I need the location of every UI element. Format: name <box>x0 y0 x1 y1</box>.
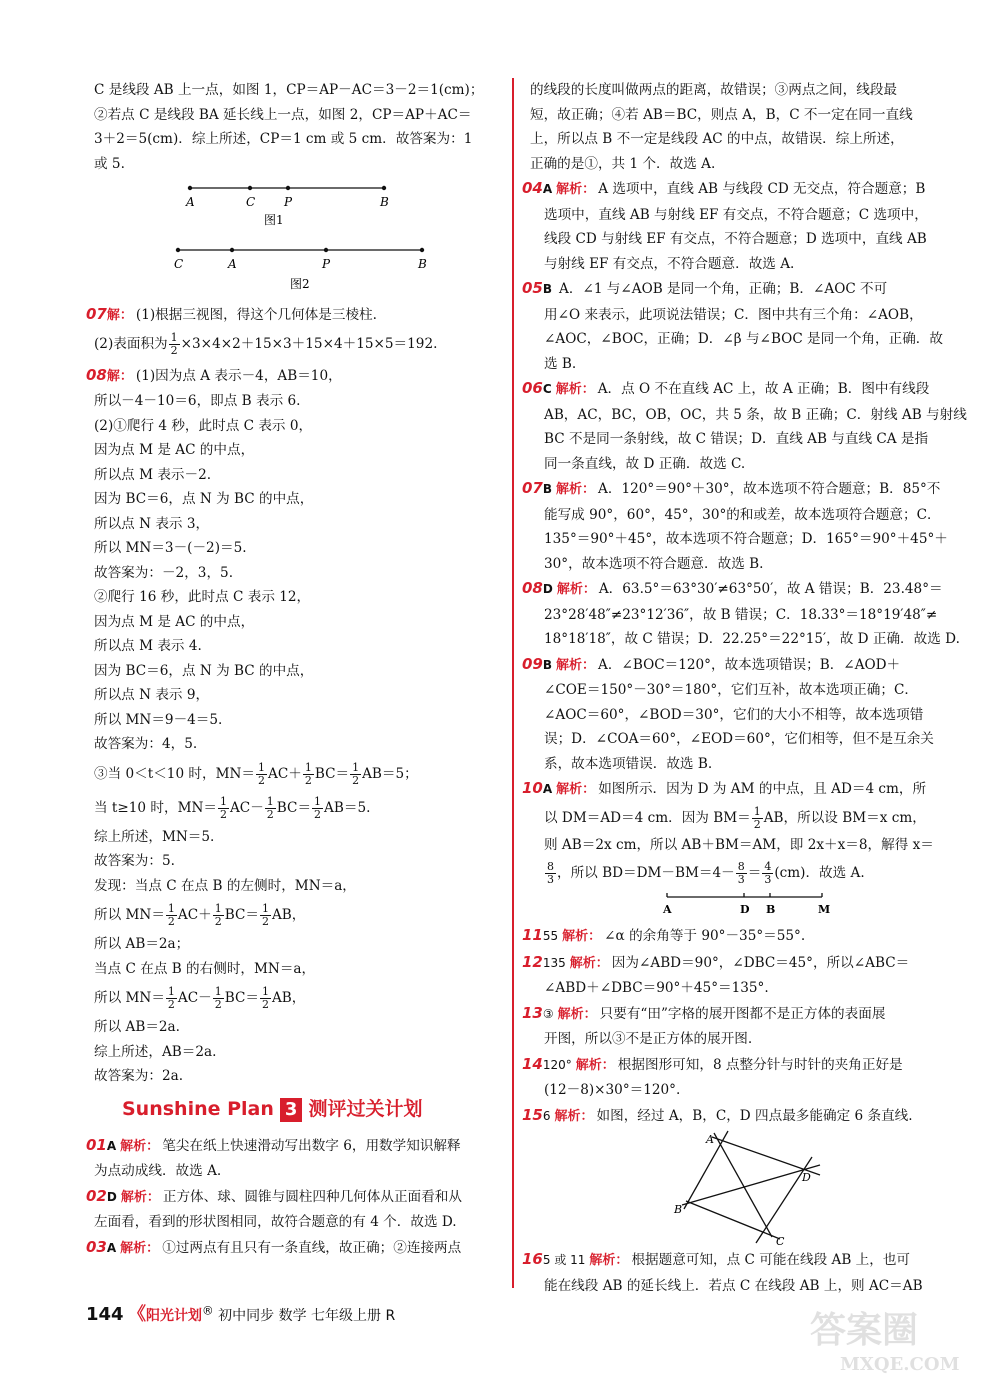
formula-line <box>86 898 496 932</box>
numerator: 1 <box>219 794 227 808</box>
text-line: 线段 CD 与射线 EF 有交点，不符合题意；D 选项中，直线 AB <box>544 231 927 247</box>
text-line: 综上所述，MN＝5. <box>94 828 215 845</box>
numerator: 1 <box>261 902 269 915</box>
question-number: 06 <box>522 379 543 397</box>
text: AB，所以设 BM＝x cm， <box>763 809 926 826</box>
label: P <box>284 195 293 209</box>
answer-s15 <box>522 1103 950 1130</box>
solution-tag: 解析： <box>575 1057 615 1073</box>
answer-value: 6 <box>542 1108 551 1123</box>
double-arrow-icon: 《 <box>128 1304 147 1325</box>
fraction <box>762 861 773 886</box>
denominator: 2 <box>261 998 269 1011</box>
fraction <box>213 903 224 928</box>
figure-1 <box>86 176 496 240</box>
label: B <box>418 257 427 271</box>
figure-2 <box>86 240 496 302</box>
fraction <box>260 903 271 928</box>
text: 正方体、球、圆锥与圆柱四种几何体从正面看和从 <box>162 1188 462 1205</box>
text-line: 所以 MN＝9－4＝5. <box>94 711 223 728</box>
text: 根据题意可知，点 C 可能在线段 AB 上，也可 <box>631 1252 911 1268</box>
denominator: 2 <box>258 773 266 787</box>
answer-choice: A <box>106 1138 117 1153</box>
point-a <box>230 248 234 252</box>
figure-1-svg <box>86 176 496 240</box>
solution-tag: 解析： <box>120 1138 160 1154</box>
answer-s13 <box>522 1001 950 1028</box>
answer-value: 5 或 11 <box>542 1253 586 1267</box>
label: P <box>322 257 331 271</box>
answer-07 <box>86 302 496 329</box>
question-number: 07 <box>86 305 107 323</box>
fraction <box>256 762 267 787</box>
text-line: ∠AOC，∠BOC，正确；D．∠β 与∠BOC 是同一个角，正确．故 <box>544 331 943 347</box>
text-line: 135°＝90°＋45°，故本选项不符合题意；D．165°＝90°＋45°＋ <box>544 531 948 547</box>
text: 当 t≥10 时，MN＝ <box>94 799 217 816</box>
text-line: 因为点 M 是 AC 的中点， <box>94 442 255 458</box>
figure-caption: 图2 <box>290 277 310 291</box>
fraction <box>312 796 323 821</box>
text-line: 选 B. <box>544 355 577 372</box>
text: 如图，经过 A，B，C，D 四点最多能确定 6 条直线. <box>596 1107 913 1124</box>
question-number: 16 <box>522 1250 543 1268</box>
denominator: 2 <box>304 773 312 787</box>
denominator: 2 <box>170 343 178 357</box>
text-line: (2)①爬行 4 秒，此时点 C 表示 0， <box>94 417 313 434</box>
right-column <box>522 78 967 1298</box>
formula-line <box>86 981 496 1015</box>
text: ①过两点有且只有一条直线，故正确；②连接两点 <box>162 1239 462 1256</box>
text: AC－ <box>177 990 212 1006</box>
text-line: 30°，故本选项不符合题意．故选 B. <box>544 555 764 572</box>
answer-choice: A <box>542 782 553 796</box>
text-line: 所以点 N 表示 3， <box>94 515 210 532</box>
answer-s11 <box>522 923 950 950</box>
text-line: 23°28′48″≠23°12′36″，故 B 错误；C．18.33°＝18°19′48″≠ <box>544 606 938 623</box>
numerator: 1 <box>261 985 269 998</box>
text-line: ∠ABD＋∠DBC＝90°＋45°＝135°. <box>544 980 769 996</box>
text-line: 用∠O 来表示，此项说法错误；C．图中共有三个角：∠AOB， <box>544 306 923 323</box>
section-title-en: Sunshine Plan <box>122 1097 274 1120</box>
text-line: 系，故本选项错误．故选 B. <box>544 755 713 772</box>
text: ＝ <box>747 865 762 881</box>
denominator: 3 <box>547 873 554 886</box>
column-divider <box>512 78 514 1288</box>
answer-s09 <box>522 652 950 679</box>
denominator: 3 <box>737 873 745 886</box>
answer-s12 <box>522 950 950 977</box>
watermark-en: MXQE.COM <box>840 1354 960 1375</box>
denominator: 2 <box>266 807 274 821</box>
text: AB， <box>271 990 306 1006</box>
text: ×3×4×2＋15×3＋15×4＋15×5＝192. <box>180 335 438 352</box>
line-ac <box>714 1133 772 1237</box>
numerator: 1 <box>167 985 175 998</box>
text: AC＋ <box>268 765 302 782</box>
question-number: 15 <box>522 1105 543 1124</box>
text-line: 故答案为：4，5. <box>94 736 198 752</box>
text: (1)根据三视图，得这个几何体是三棱柱. <box>135 307 377 323</box>
denominator: 3 <box>764 873 772 886</box>
formula-line <box>522 803 950 833</box>
solution-tag: 解析： <box>557 1006 597 1022</box>
numerator: 1 <box>352 760 360 774</box>
text-line: 能在线段 AB 的延长线上．若点 C 在线段 AB 上，则 AC＝AB <box>544 1277 923 1294</box>
text: 所以 MN＝ <box>94 990 165 1006</box>
label: A <box>186 195 195 209</box>
label: M <box>818 903 831 916</box>
answer-choice: A <box>542 182 553 196</box>
answer-s05 <box>522 276 950 303</box>
label: C <box>246 195 256 209</box>
numerator: 1 <box>258 760 266 774</box>
fraction <box>213 986 224 1011</box>
answer-s02 <box>86 1184 496 1211</box>
denominator: 2 <box>261 915 269 928</box>
text: (cm)．故选 A. <box>774 865 865 881</box>
answer-s04 <box>522 176 950 203</box>
page-number: 144 <box>86 1304 124 1325</box>
point-a <box>188 186 192 190</box>
text-line: AB，AC，BC，OB，OC，共 5 条，故 B 正确；C．射线 AB 与射线 <box>544 406 967 423</box>
text-line: 因为 BC＝6，点 N 为 BC 的中点， <box>94 662 314 679</box>
question-number: 10 <box>522 779 543 797</box>
text: AB＝5. <box>324 799 371 816</box>
answer-s07 <box>522 476 950 503</box>
solution-tag: 解析： <box>556 657 596 673</box>
fraction <box>260 986 271 1011</box>
line-dc <box>756 1157 812 1243</box>
line-bc <box>686 1201 780 1239</box>
solution-tag: 解析： <box>556 782 596 797</box>
fraction <box>166 986 177 1011</box>
question-number: 11 <box>522 926 543 944</box>
answer-choice: B <box>542 482 553 496</box>
fraction <box>350 762 361 787</box>
numerator: 1 <box>170 330 178 344</box>
denominator: 2 <box>214 915 222 928</box>
text-line: 所以 MN＝3－(－2)＝5. <box>94 540 247 556</box>
text-line: 同一条直线，故 D 正确．故选 C. <box>544 455 746 472</box>
answer-s10 <box>522 776 950 803</box>
numerator: 8 <box>737 860 745 873</box>
answer-08 <box>86 363 496 390</box>
point-c <box>248 186 252 190</box>
figure-q15-svg <box>522 1129 950 1247</box>
question-number: 07 <box>522 479 543 497</box>
text-line: 误；D．∠COA＝60°，∠EOD＝60°，它们相等，但不是互余关 <box>544 731 934 747</box>
label: A <box>706 1133 714 1146</box>
text: 只要有“田”字格的展开图都不是正方体的表面展 <box>599 1005 886 1022</box>
answer-choice: A <box>106 1240 117 1255</box>
answer-value: 55 <box>542 929 559 943</box>
text-line: 综上所述，AB＝2a. <box>94 1043 217 1060</box>
text: A．63.5°＝63°30′≠63°50′，故 A 错误；B．23.48°＝ <box>598 581 943 597</box>
text-line: 开图，所以③不是正方体的展开图. <box>544 1031 753 1047</box>
solution-tag: 解析： <box>555 382 595 397</box>
brand-name: 阳光计划 <box>146 1308 203 1324</box>
denominator: 2 <box>219 807 227 821</box>
answer-value: 120° <box>542 1057 572 1072</box>
label: B <box>766 903 776 916</box>
question-number: 05 <box>522 279 543 297</box>
text: 所以 MN＝ <box>94 907 165 923</box>
text-line: 正确的是①，共 1 个．故选 A. <box>530 155 716 172</box>
text-line: 所以点 N 表示 9， <box>94 687 210 703</box>
answer-choice: C <box>542 382 552 396</box>
solution-tag: 解析： <box>556 482 596 497</box>
numerator: 1 <box>167 902 175 915</box>
text: 如图所示．因为 D 为 AM 的中点，且 AD＝4 cm，所 <box>598 781 927 797</box>
answer-choice: B <box>542 657 553 672</box>
fraction <box>218 796 229 821</box>
numerator: 4 <box>764 860 772 873</box>
text: AC＋ <box>177 907 212 923</box>
fraction <box>265 796 276 821</box>
text-line: 因为点 M 是 AC 的中点， <box>94 613 255 630</box>
numerator: 1 <box>266 794 274 808</box>
text-line: 选项中，直线 AB 与射线 EF 有交点，不符合题意；C 选项中， <box>544 206 928 223</box>
text: BC＝ <box>314 765 350 782</box>
answer-value: 135 <box>542 955 566 970</box>
label: C <box>174 257 184 271</box>
label: C <box>776 1235 785 1247</box>
denominator: 2 <box>167 915 175 928</box>
figure-q10 <box>522 889 950 923</box>
question-number: 08 <box>522 579 543 597</box>
answer-s14 <box>522 1052 950 1079</box>
denominator: 2 <box>352 773 360 787</box>
question-number: 01 <box>86 1135 107 1154</box>
formula-line <box>86 757 496 791</box>
left-column <box>86 78 496 1261</box>
figure-2-svg <box>86 240 496 302</box>
numerator: 1 <box>753 804 761 818</box>
text: A．120°＝90°＋30°，故本选项不符合题意；B．85°不 <box>598 481 941 497</box>
text: 笔尖在纸上快速滑动写出数字 6，用数学知识解释 <box>162 1137 461 1154</box>
text-line: 故答案为：－2，3，5. <box>94 564 234 581</box>
solution-tag: 解析： <box>562 929 602 944</box>
answer-choice: D <box>106 1189 117 1204</box>
text-line: 所以点 M 表示 4. <box>94 638 202 654</box>
text-line: 所以 AB＝2a. <box>94 1019 180 1035</box>
fraction <box>752 806 763 831</box>
denominator: 2 <box>753 817 761 831</box>
text-line: ②若点 C 是线段 BA 延长线上一点，如图 2，CP＝AP＋AC＝ <box>94 106 472 123</box>
text-line: 的线段的长度叫做两点的距离，故错误；③两点之间，线段最 <box>530 82 898 98</box>
text: BC＝ <box>276 799 312 816</box>
point-p <box>286 186 290 190</box>
text-line: ∠AOC＝60°，∠BOD＝30°，它们的大小不相等，故本选项错 <box>544 706 924 723</box>
answer-value: ③ <box>542 1006 554 1021</box>
answer-s16 <box>522 1247 950 1274</box>
text: (1)因为点 A 表示－4，AB＝10， <box>135 367 342 384</box>
text-line: 当点 C 在点 B 的右侧时，MN＝a， <box>94 960 316 977</box>
denominator: 2 <box>167 998 175 1011</box>
answer-s01 <box>86 1133 496 1160</box>
answer-choice: B <box>542 282 553 296</box>
text-line: 3＋2＝5(cm)．综上所述，CP＝1 cm 或 5 cm．故答案为：1 <box>94 131 473 147</box>
book-title: 初中同步 数学 七年级上册 R <box>213 1308 396 1324</box>
numerator: 1 <box>304 760 312 774</box>
text: 根据图形可知，8 点整分针与时针的夹角正好是 <box>617 1056 903 1073</box>
formula-line <box>86 791 496 825</box>
solution-tag: 解： <box>106 308 133 323</box>
text-line: 为点动成线．故选 A. <box>94 1163 222 1179</box>
formula-line <box>522 857 950 889</box>
text-line: (12－8)×30°＝120°. <box>544 1082 681 1098</box>
text-line: 发现：当点 C 在点 B 的左侧时，MN＝a， <box>94 877 356 894</box>
text-line: BC 不是同一条射线，故 C 错误；D．直线 AB 与直线 CA 是指 <box>544 431 929 447</box>
answer-choice: D <box>542 582 553 596</box>
text: A 选项中，直线 AB 与线段 CD 无交点，符合题意；B <box>598 181 926 197</box>
text-line: 所以－4－10＝6，即点 B 表示 6. <box>94 393 301 409</box>
text: ，所以 BD＝DM－BM＝4－ <box>557 865 735 881</box>
section-header <box>122 1097 496 1127</box>
text-line: 能写成 90°，60°，45°，30°的和或差，故本选项符合题意；C． <box>544 506 941 523</box>
label: B <box>674 1203 683 1216</box>
text: BC＝ <box>224 907 259 923</box>
solution-tag: 解析： <box>554 1108 594 1124</box>
figure-q15 <box>522 1129 950 1247</box>
label: D <box>740 903 750 916</box>
point-p <box>324 248 328 252</box>
question-number: 12 <box>522 952 543 971</box>
numerator: 8 <box>547 860 554 873</box>
text: 以 DM＝AD＝4 cm．因为 BM＝ <box>544 809 751 826</box>
figure-q10-svg <box>522 889 950 923</box>
text: 因为∠ABD＝90°，∠DBC＝45°，所以∠ABC＝ <box>611 954 910 971</box>
text-line: ②爬行 16 秒，此时点 C 表示 12， <box>94 589 311 605</box>
fraction <box>303 762 314 787</box>
text: A．点 O 不在直线 AC 上，故 A 正确；B．图中有线段 <box>597 381 930 397</box>
watermark-cn: 答案圈 <box>810 1309 919 1351</box>
registered-mark: ® <box>202 1303 214 1318</box>
fraction <box>166 903 177 928</box>
text-line: 上，所以点 B 不一定是线段 AC 的中点，故错误．综上所述， <box>530 131 904 147</box>
fraction <box>736 861 747 886</box>
solution-tag: 解析： <box>120 1240 160 1256</box>
text-line: 所以 AB＝2a； <box>94 936 190 952</box>
question-number: 03 <box>86 1237 107 1256</box>
solution-tag: 解： <box>106 368 133 384</box>
question-number: 02 <box>86 1186 107 1205</box>
answer-s06 <box>522 376 950 403</box>
text: (2)表面积为 <box>94 335 168 352</box>
question-number: 14 <box>522 1054 543 1073</box>
solution-tag: 解析： <box>556 582 596 597</box>
question-number: 13 <box>522 1003 543 1022</box>
text-line: 所以点 M 表示－2. <box>94 466 212 483</box>
point-b <box>420 248 424 252</box>
text-line: 短，故正确；④若 AB＝BC，则点 A，B，C 不一定在同一直线 <box>530 106 913 123</box>
text-line: 左面看，看到的形状图相同，故符合题意的有 4 个．故选 D. <box>94 1214 457 1230</box>
text: ③当 0＜t＜10 时，MN＝ <box>94 765 256 782</box>
fraction <box>545 861 556 886</box>
numerator: 1 <box>214 902 222 915</box>
text-line: 与射线 EF 有交点，不符合题意．故选 A. <box>544 255 795 272</box>
text-line: 故答案为：2a. <box>94 1068 184 1084</box>
answer-s08 <box>522 576 950 603</box>
point-c <box>176 248 180 252</box>
numerator: 1 <box>214 985 222 998</box>
text-line: C 是线段 AB 上一点，如图 1，CP＝AP－AC＝3－2＝1(cm)； <box>94 82 484 98</box>
label: A <box>663 903 672 916</box>
text: A．∠BOC＝120°，故本选项错误；B．∠AOD＋ <box>598 656 901 673</box>
fraction <box>169 332 180 357</box>
question-number: 04 <box>522 179 543 197</box>
text: AC－ <box>229 799 264 816</box>
text: BC＝ <box>224 990 259 1006</box>
solution-tag: 解析： <box>120 1189 160 1205</box>
text-line: ∠COE＝150°－30°＝180°，它们互补，故本选项正确；C． <box>544 682 918 698</box>
text: A．∠1 与∠AOB 是同一个角，正确；B．∠AOC 不可 <box>559 281 888 297</box>
text-line: 或 5. <box>94 155 125 172</box>
figure-caption: 图1 <box>264 213 284 227</box>
text-line: 因为 BC＝6，点 N 为 BC 的中点， <box>94 491 314 507</box>
section-number-badge: 3 <box>280 1098 303 1123</box>
point-b <box>382 186 386 190</box>
label: A <box>228 257 237 271</box>
text: AB＝5； <box>362 765 418 782</box>
text-line <box>86 329 496 359</box>
text-line: 则 AB＝2x cm，所以 AB＋BM＝AM，即 2x＋x＝8，解得 x＝ <box>544 836 934 853</box>
text: ∠α 的余角等于 90°－35°＝55°. <box>604 928 806 944</box>
solution-tag: 解析： <box>569 955 609 971</box>
text-line: 18°18′18″，故 C 错误；D．22.25°＝22°15′，故 D 正确．故选 D. <box>544 631 960 647</box>
solution-tag: 解析： <box>589 1253 629 1268</box>
text: AB， <box>271 907 306 923</box>
section-title-cn: 测评过关计划 <box>308 1097 423 1120</box>
question-number: 09 <box>522 654 543 673</box>
watermark <box>800 1298 980 1378</box>
denominator: 2 <box>314 807 322 821</box>
page-footer <box>86 1300 395 1326</box>
question-number: 08 <box>86 365 107 384</box>
solution-tag: 解析： <box>556 182 596 197</box>
label: D <box>802 1171 811 1184</box>
answer-s03 <box>86 1235 496 1262</box>
denominator: 2 <box>214 998 222 1011</box>
label: B <box>380 195 389 209</box>
numerator: 1 <box>314 794 322 808</box>
text-line: 故答案为：5. <box>94 853 175 869</box>
